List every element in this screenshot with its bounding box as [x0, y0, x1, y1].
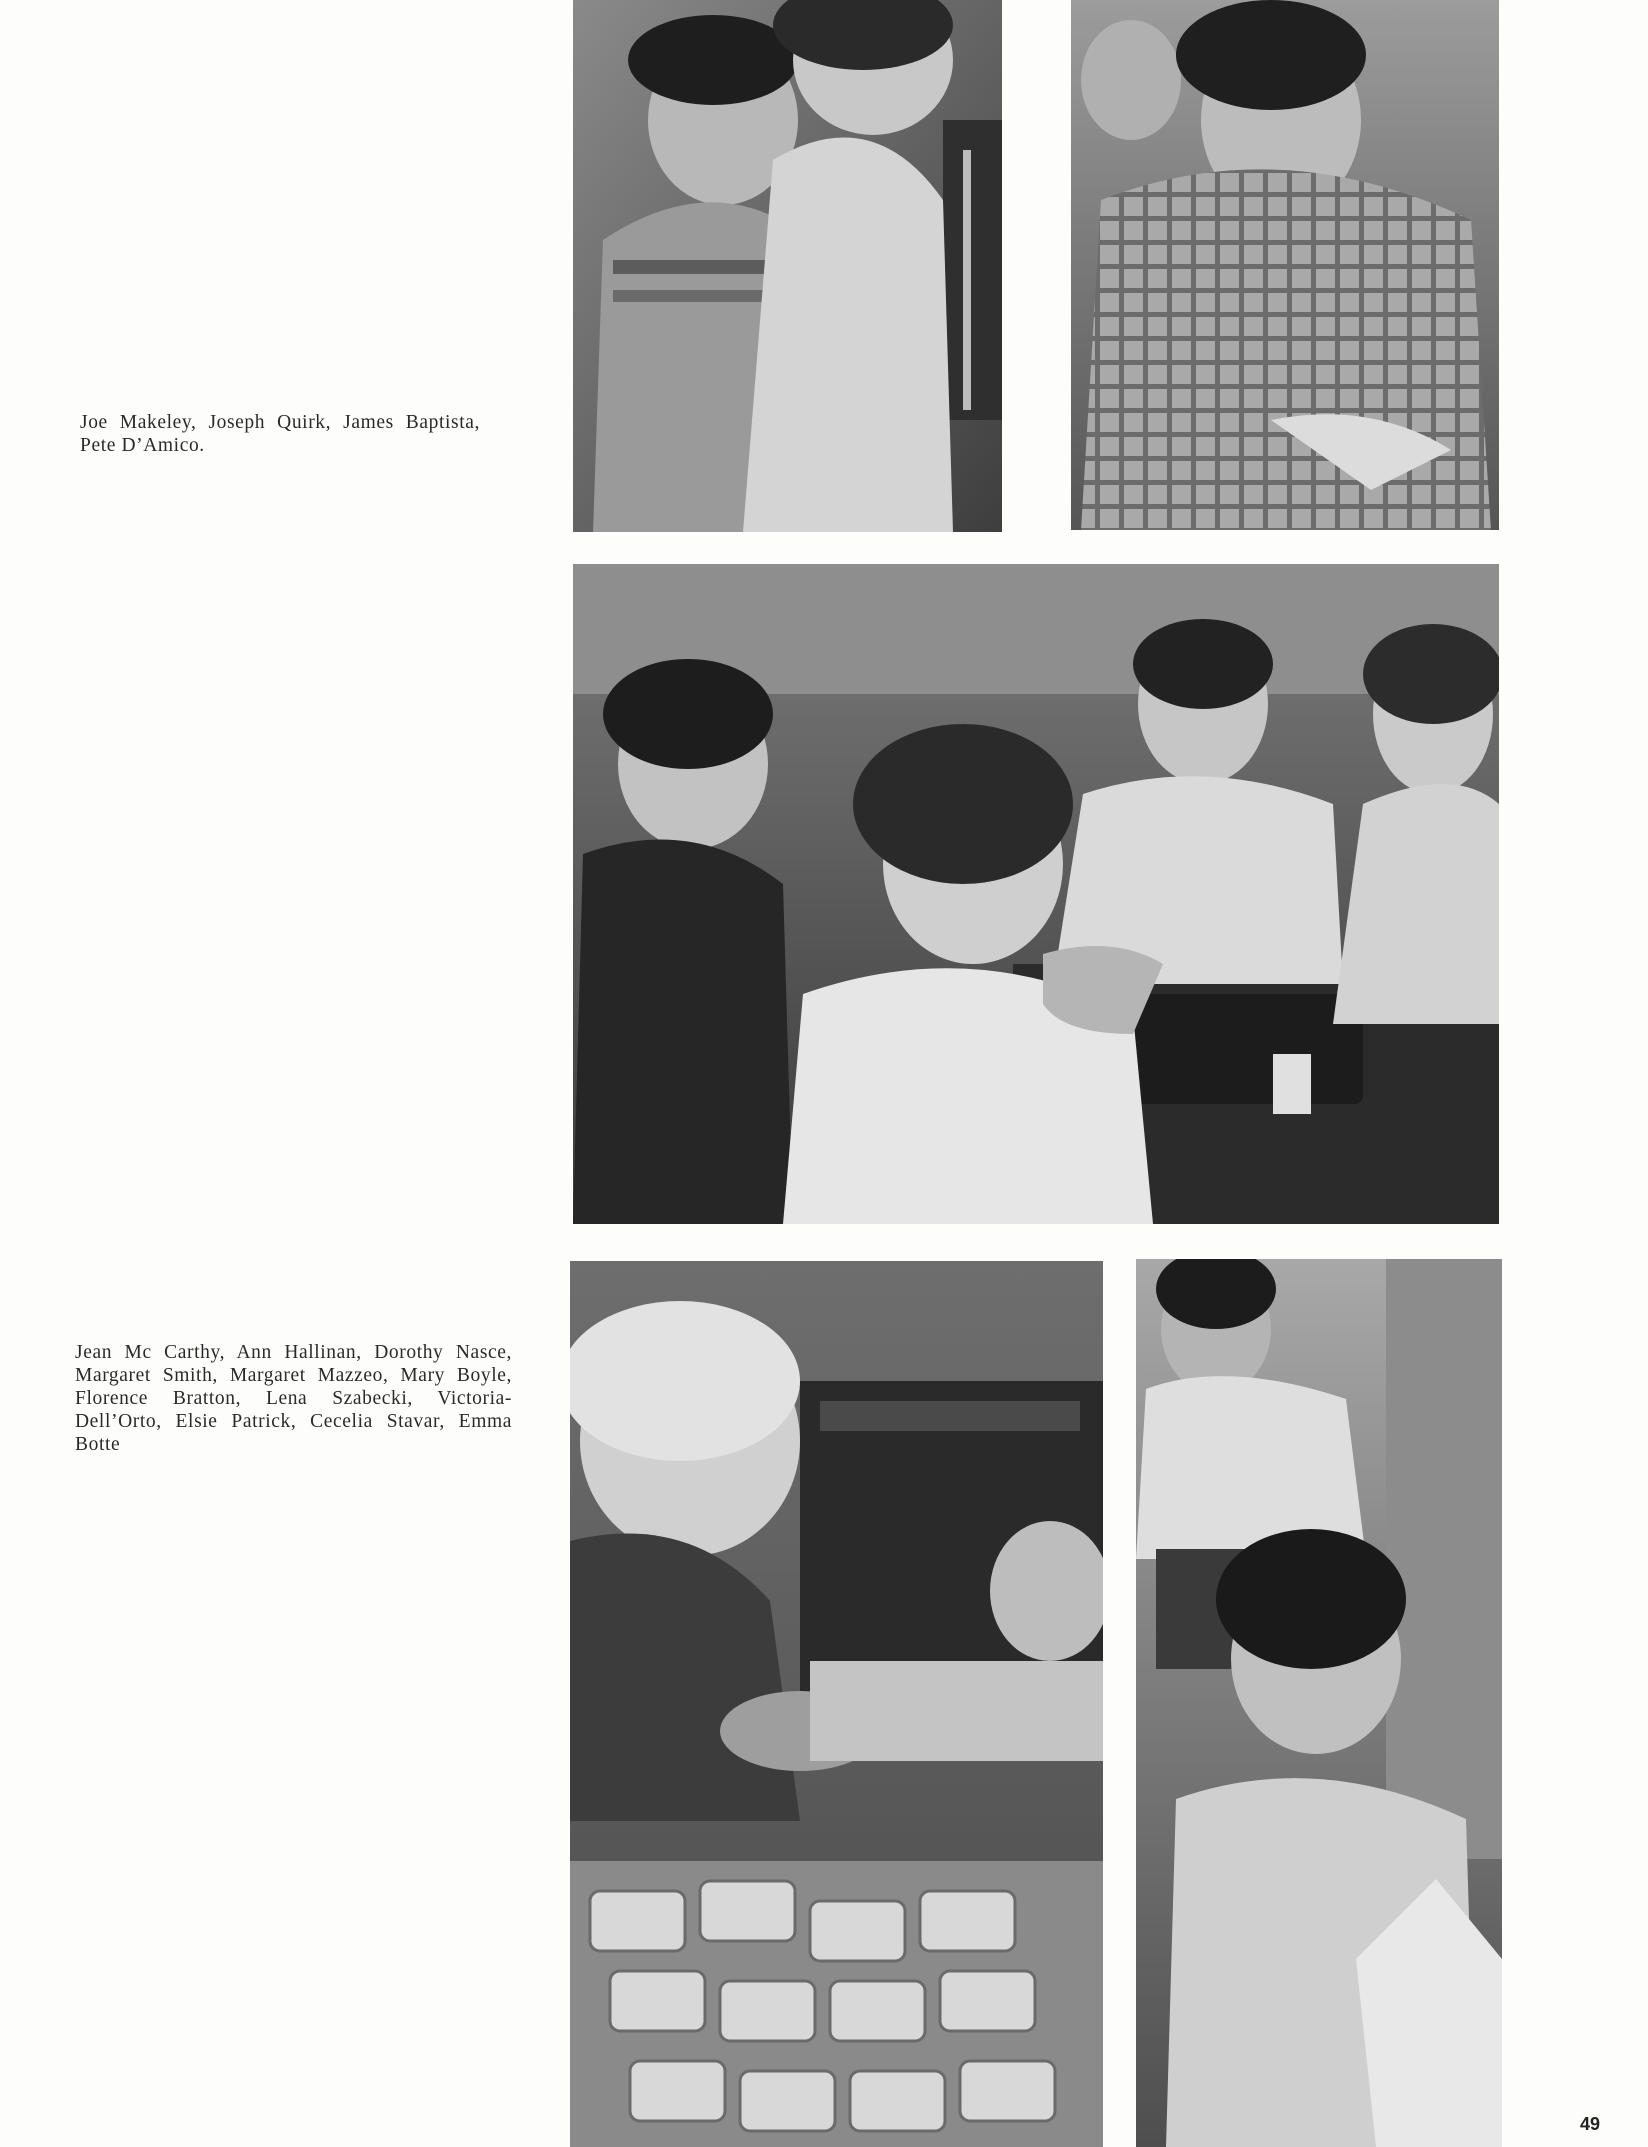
photo-cafeteria-table-students — [573, 564, 1499, 1224]
caption-bottom: Jean Mc Carthy, Ann Hallinan, Dorothy Nasce, Margaret Smith, Margaret Mazzeo, Mary Boyle, Florence Bratton, Lena Szabecki, Victoria- Dell’Orto, Elsie Patrick, Cecelia Stavar, Emma Botte — [75, 1341, 512, 1455]
photo-hallway-students — [1136, 1259, 1502, 2147]
photo-plaid-shirt-student — [1071, 0, 1499, 530]
page-number: 49 — [1580, 2114, 1601, 2134]
photo-cafeteria-worker-sandwiches — [570, 1261, 1103, 2147]
photo-lunch-line-students — [573, 0, 1002, 532]
caption-top: Joe Makeley, Joseph Quirk, James Baptista, Pete D’Amico. — [80, 411, 480, 456]
